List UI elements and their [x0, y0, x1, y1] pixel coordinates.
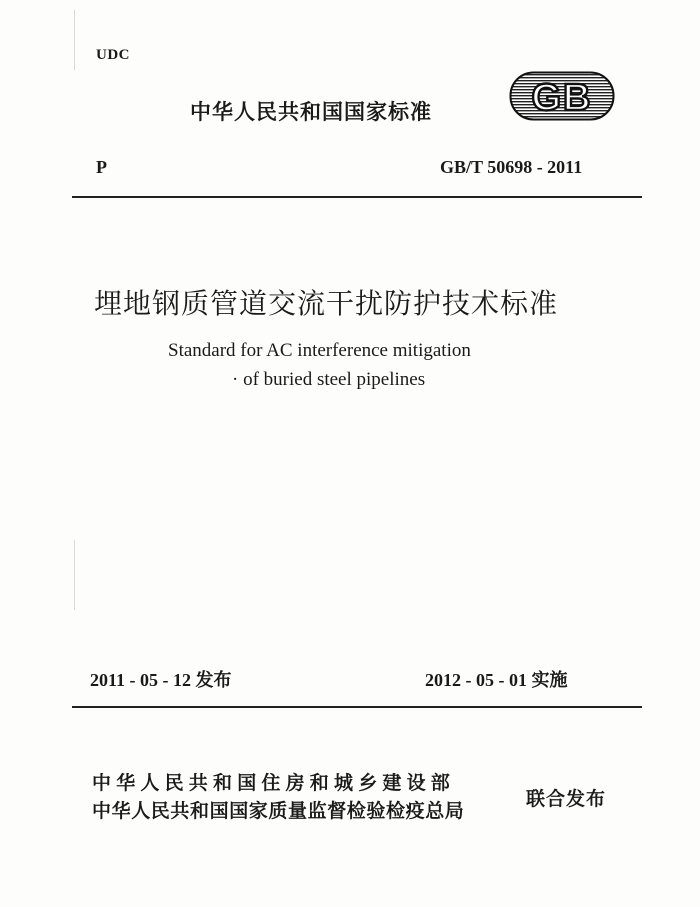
title-chinese: 埋地钢质管道交流干扰防护技术标准	[94, 287, 559, 320]
classification-code: P	[96, 157, 107, 177]
issuer-ministry: 中华人民共和国住房和城乡建设部	[92, 772, 456, 794]
header-divider	[72, 196, 642, 198]
issuer-aqsiq: 中华人民共和国国家质量监督检验检疫总局	[92, 800, 465, 822]
gb-logo-icon	[509, 71, 615, 121]
scan-margin-mark	[74, 540, 75, 610]
joint-issue-label: 联合发布	[526, 788, 607, 810]
national-standard-heading: 中华人民共和国国家标准	[190, 100, 432, 124]
standard-number: GB/T 50698 - 2011	[440, 157, 583, 177]
footer-divider	[72, 706, 642, 708]
title-english-line-1: Standard for AC interference mitigation	[168, 340, 471, 361]
scan-margin-mark	[74, 10, 75, 70]
title-english-line-2: · of buried steel pipelines	[232, 369, 426, 390]
gb-logo-text: GB	[531, 77, 593, 119]
implementation-date: 2012 - 05 - 01 实施	[425, 670, 568, 690]
udc-label: UDC	[96, 47, 130, 63]
issue-date: 2011 - 05 - 12 发布	[90, 670, 232, 690]
